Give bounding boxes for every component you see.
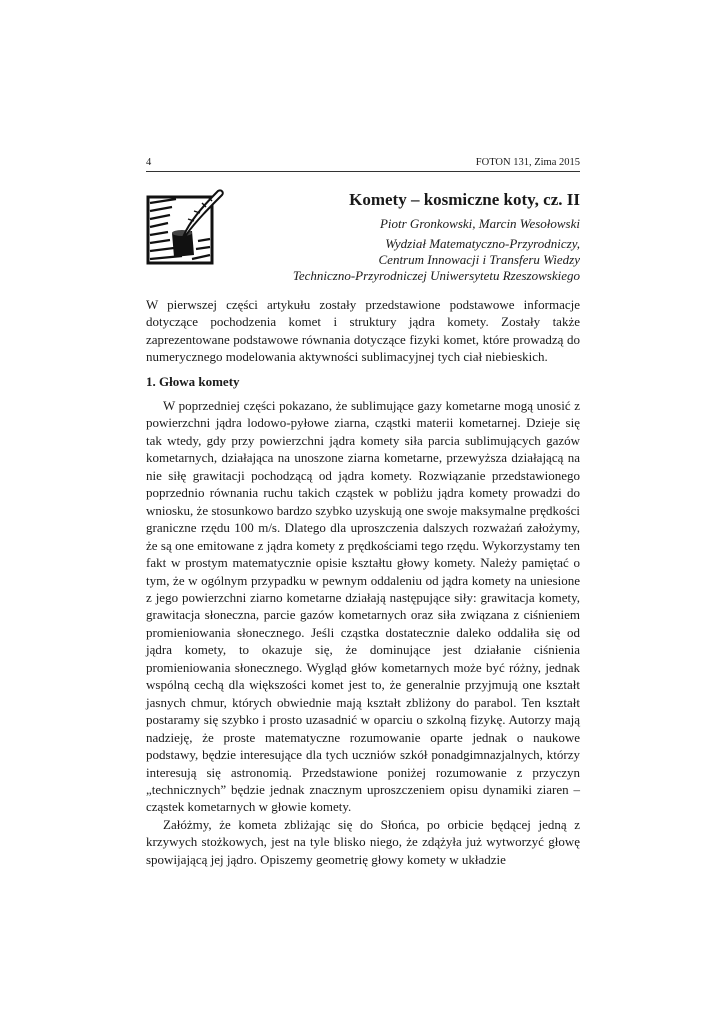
journal-name: FOTON 131, Zima 2015 bbox=[475, 157, 580, 168]
running-header bbox=[146, 157, 580, 172]
quill-and-inkwell-icon bbox=[146, 185, 228, 267]
affiliation-line: Wydział Matematyczno-Przyrodniczy, bbox=[385, 236, 580, 251]
article-authors: Piotr Gronkowski, Marcin Wesołowski bbox=[379, 216, 580, 231]
page-number: 4 bbox=[146, 157, 152, 168]
abstract bbox=[146, 296, 580, 366]
affiliation-line: Techniczno-Przyrodniczej Uniwersytetu Rzeszowskiego bbox=[292, 268, 580, 283]
article-title: Komety – kosmiczne koty, cz. II bbox=[349, 190, 580, 209]
article-body bbox=[146, 397, 580, 868]
body-paragraph: W poprzedniej części pokazano, że sublimujące gazy kometarne mogą unosić z powierzchni jądra lodowo-pyłowe ziarna, cząstki materii kometarnej. Dzieje się tak wtedy, gdy przy powierzchni jądra komety siła parcia sublimujących gazów kometarnych, działająca na unoszone ziarna kometarne, przewyższa działającą na nie siłę grawitacji pochodzącą od jądra komety. Rozwiązanie przedstawionego poprzednio równania ruchu takich cząstek w pobliżu jądra komety prowadzi do wniosku, że stosunkowo bardzo szybko uzyskują one swoje maksymalne prędkości graniczne rzędu 100 m/s. Dlatego dla uproszczenia dalszych rozważań założymy, że są one emitowane z jądra komety z prędkościami tego rzędu. Wykorzystamy ten fakt w prostym matematycznie opisie kształtu głowy komety. Należy pamiętać o tym, że w ogólnym przypadku w pewnym oddaleniu od jądra komety na uniesione z jego powierzchni ziarno kometarne działają następujące siły: grawitacja komety, grawitacja słoneczna, parcie gazów kometarnych oraz siła związana z ciśnieniem promieniowania słonecznego. Jeśli cząstka dostatecznie daleko oddaliła się od jądra komety, to okazuje się, że dominujące jest działanie ciśnienia promieniowania słonecznego. Wygląd głów kometarnych może być różny, jednak wspólną cechą dla większości komet jest to, że generalnie przyjmują one kształt jasnych chmur, których obwiednie mają kształt zbliżony do parabol. Ten kształt postaramy się szybko i prosto uzasadnić w oparciu o szkolną fizykę. Autorzy mają nadzieję, że proste matematyczne rozumowanie oparte jednak o naukowe podstawy, będzie interesujące dla tych uczniów szkół ponadgimnazjalnych, którzy interesują się astronomią. Przedstawione poniżej rozumowanie z przyczyn „technicznych” będzie jednak znacznym uproszczeniem opisu dynamiki ziaren – cząstek kometarnych w głowie komety. bbox=[146, 398, 580, 815]
abstract-text: W pierwszej części artykułu zostały przedstawione podstawowe informacje dotyczące pochodzenia komet i struktury jądra komety. Zostały także zaprezentowane podstawowe równania dotyczące fizyki komet, które prowadzą do numerycznego modelowania aktywności sublimacyjnej tych ciał niebieskich. bbox=[146, 297, 580, 365]
body-paragraph: Załóżmy, że kometa zbliżając się do Słońca, po orbicie będącej jedną z krzywych stożkowych, jest na tyle blisko niego, że zdążyła już wytworzyć głowę spowijającą jej jądro. Opiszemy geometrię głowy komety w układzie bbox=[146, 816, 580, 867]
section-heading: 1. Głowa komety bbox=[146, 374, 240, 389]
affiliation-line: Centrum Innowacji i Transferu Wiedzy bbox=[378, 252, 580, 267]
